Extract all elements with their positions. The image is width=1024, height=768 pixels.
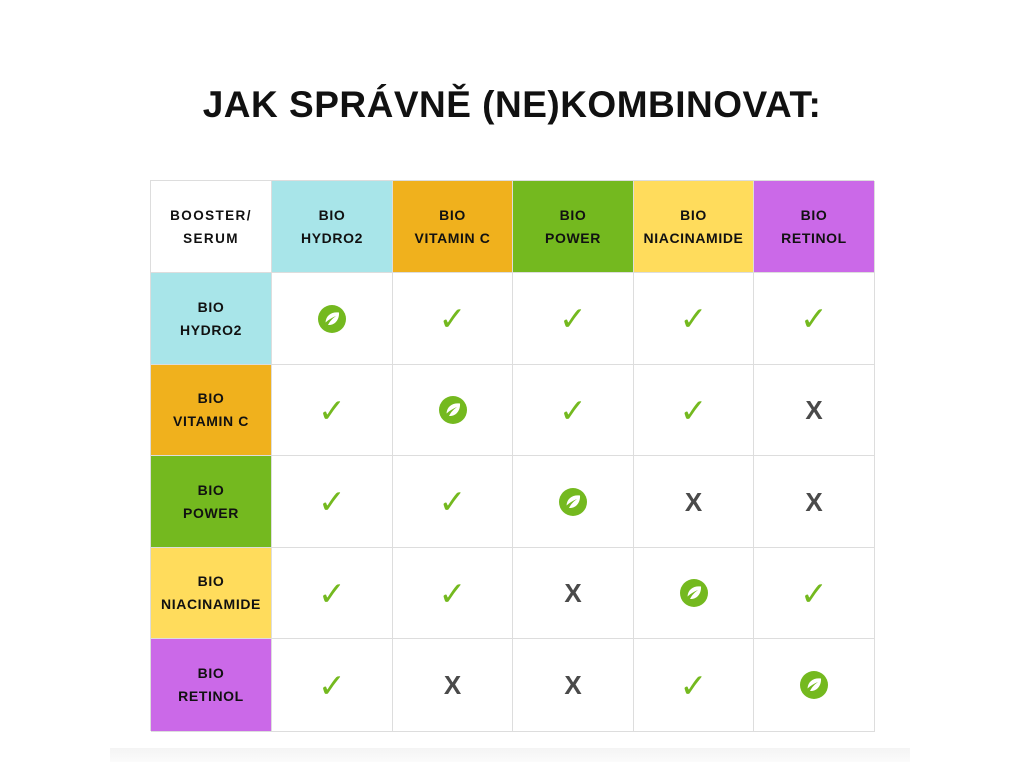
- cross-icon: X: [564, 578, 582, 608]
- row-header-niacinamide: [151, 548, 272, 639]
- checkmark-icon: ✓: [318, 665, 346, 705]
- row-header-line2: POWER: [183, 504, 239, 521]
- row-header-line2: HYDRO2: [180, 321, 242, 338]
- row-header-line2: RETINOL: [178, 688, 244, 704]
- row-header-vitamin-c: [151, 365, 272, 456]
- combo-cell-power-hydro2: [272, 456, 393, 548]
- compatibility-table: [150, 180, 874, 731]
- combo-cell-retinol-power: [513, 639, 634, 732]
- row-header-power: [151, 456, 272, 548]
- checkmark-icon: ✓: [679, 390, 708, 430]
- column-header-line2: RETINOL: [781, 229, 847, 246]
- checkmark-icon: ✓: [559, 299, 587, 338]
- combo-cell-retinol-niacinamide: [634, 639, 754, 732]
- row-header-line1: BIO: [197, 390, 225, 406]
- cross-icon: X: [564, 670, 582, 700]
- combo-cell-niacinamide-niacinamide: [634, 548, 754, 639]
- checkmark-icon: ✓: [679, 299, 708, 338]
- combo-cell-power-niacinamide: [634, 456, 754, 548]
- combo-cell-vitamin-c-vitamin-c: [393, 365, 513, 456]
- page-title: JAK SPRÁVNĚ (NE)KOMBINOVAT:: [202, 84, 822, 125]
- combo-cell-niacinamide-vitamin-c: [393, 548, 513, 639]
- column-header-line2: NIACINAMIDE: [643, 229, 744, 246]
- column-header-retinol: [754, 181, 875, 273]
- leaf-logo-icon: [438, 395, 468, 425]
- combo-cell-power-power: [513, 456, 634, 548]
- row-header-retinol: [151, 639, 272, 732]
- combo-cell-power-vitamin-c: [393, 456, 513, 548]
- checkmark-icon: ✓: [679, 665, 708, 705]
- combo-cell-hydro2-retinol: [754, 273, 875, 365]
- combo-cell-vitamin-c-hydro2: [272, 365, 393, 456]
- corner-header-line2: SERUM: [183, 230, 239, 246]
- checkmark-icon: ✓: [800, 573, 828, 613]
- combo-cell-niacinamide-retinol: [754, 548, 875, 639]
- leaf-logo-icon: [558, 487, 588, 517]
- combo-cell-vitamin-c-retinol: [754, 365, 875, 456]
- checkmark-icon: ✓: [438, 482, 467, 521]
- column-header-line1: BIO: [680, 206, 707, 223]
- combo-cell-hydro2-niacinamide: [634, 273, 754, 365]
- checkmark-icon: ✓: [800, 299, 828, 338]
- checkmark-icon: ✓: [318, 482, 346, 521]
- column-header-line1: BIO: [318, 206, 346, 223]
- checkmark-icon: ✓: [438, 573, 467, 613]
- row-header-line1: BIO: [197, 298, 225, 315]
- checkmark-icon: ✓: [318, 390, 346, 430]
- combo-cell-retinol-hydro2: [272, 639, 393, 732]
- column-header-line1: BIO: [800, 206, 828, 223]
- combo-cell-vitamin-c-power: [513, 365, 634, 456]
- checkmark-icon: ✓: [559, 390, 587, 430]
- row-header-line2: VITAMIN C: [173, 413, 249, 429]
- leaf-logo-icon: [679, 578, 709, 608]
- bottom-shadow: [110, 748, 910, 762]
- column-header-line2: POWER: [545, 229, 601, 246]
- combo-cell-vitamin-c-niacinamide: [634, 365, 754, 456]
- combo-cell-niacinamide-hydro2: [272, 548, 393, 639]
- row-header-line2: NIACINAMIDE: [161, 596, 261, 612]
- row-header-line1: BIO: [197, 573, 225, 589]
- cross-icon: X: [443, 670, 462, 700]
- column-header-vitamin-c: [393, 181, 513, 273]
- row-header-line1: BIO: [197, 665, 225, 681]
- column-header-line2: HYDRO2: [301, 229, 363, 246]
- column-header-line1: BIO: [559, 206, 587, 223]
- combo-cell-retinol-retinol: [754, 639, 875, 732]
- checkmark-icon: ✓: [318, 573, 346, 613]
- leaf-logo-icon: [799, 670, 829, 700]
- leaf-logo-icon: [317, 304, 347, 334]
- combo-cell-hydro2-hydro2: [272, 273, 393, 365]
- cross-icon: X: [805, 486, 823, 517]
- checkmark-icon: ✓: [438, 299, 467, 338]
- combo-cell-hydro2-vitamin-c: [393, 273, 513, 365]
- combo-cell-niacinamide-power: [513, 548, 634, 639]
- combo-cell-power-retinol: [754, 456, 875, 548]
- cross-icon: X: [684, 486, 703, 517]
- combo-cell-hydro2-power: [513, 273, 634, 365]
- column-header-hydro2: [272, 181, 393, 273]
- column-header-line2: VITAMIN C: [414, 229, 491, 246]
- row-header-line1: BIO: [197, 481, 225, 498]
- combo-cell-retinol-vitamin-c: [393, 639, 513, 732]
- corner-header: [151, 181, 272, 273]
- column-header-line1: BIO: [439, 206, 466, 223]
- column-header-power: [513, 181, 634, 273]
- column-header-niacinamide: [634, 181, 754, 273]
- row-header-hydro2: [151, 273, 272, 365]
- cross-icon: X: [805, 395, 823, 425]
- corner-header-line1: BOOSTER/: [170, 207, 252, 223]
